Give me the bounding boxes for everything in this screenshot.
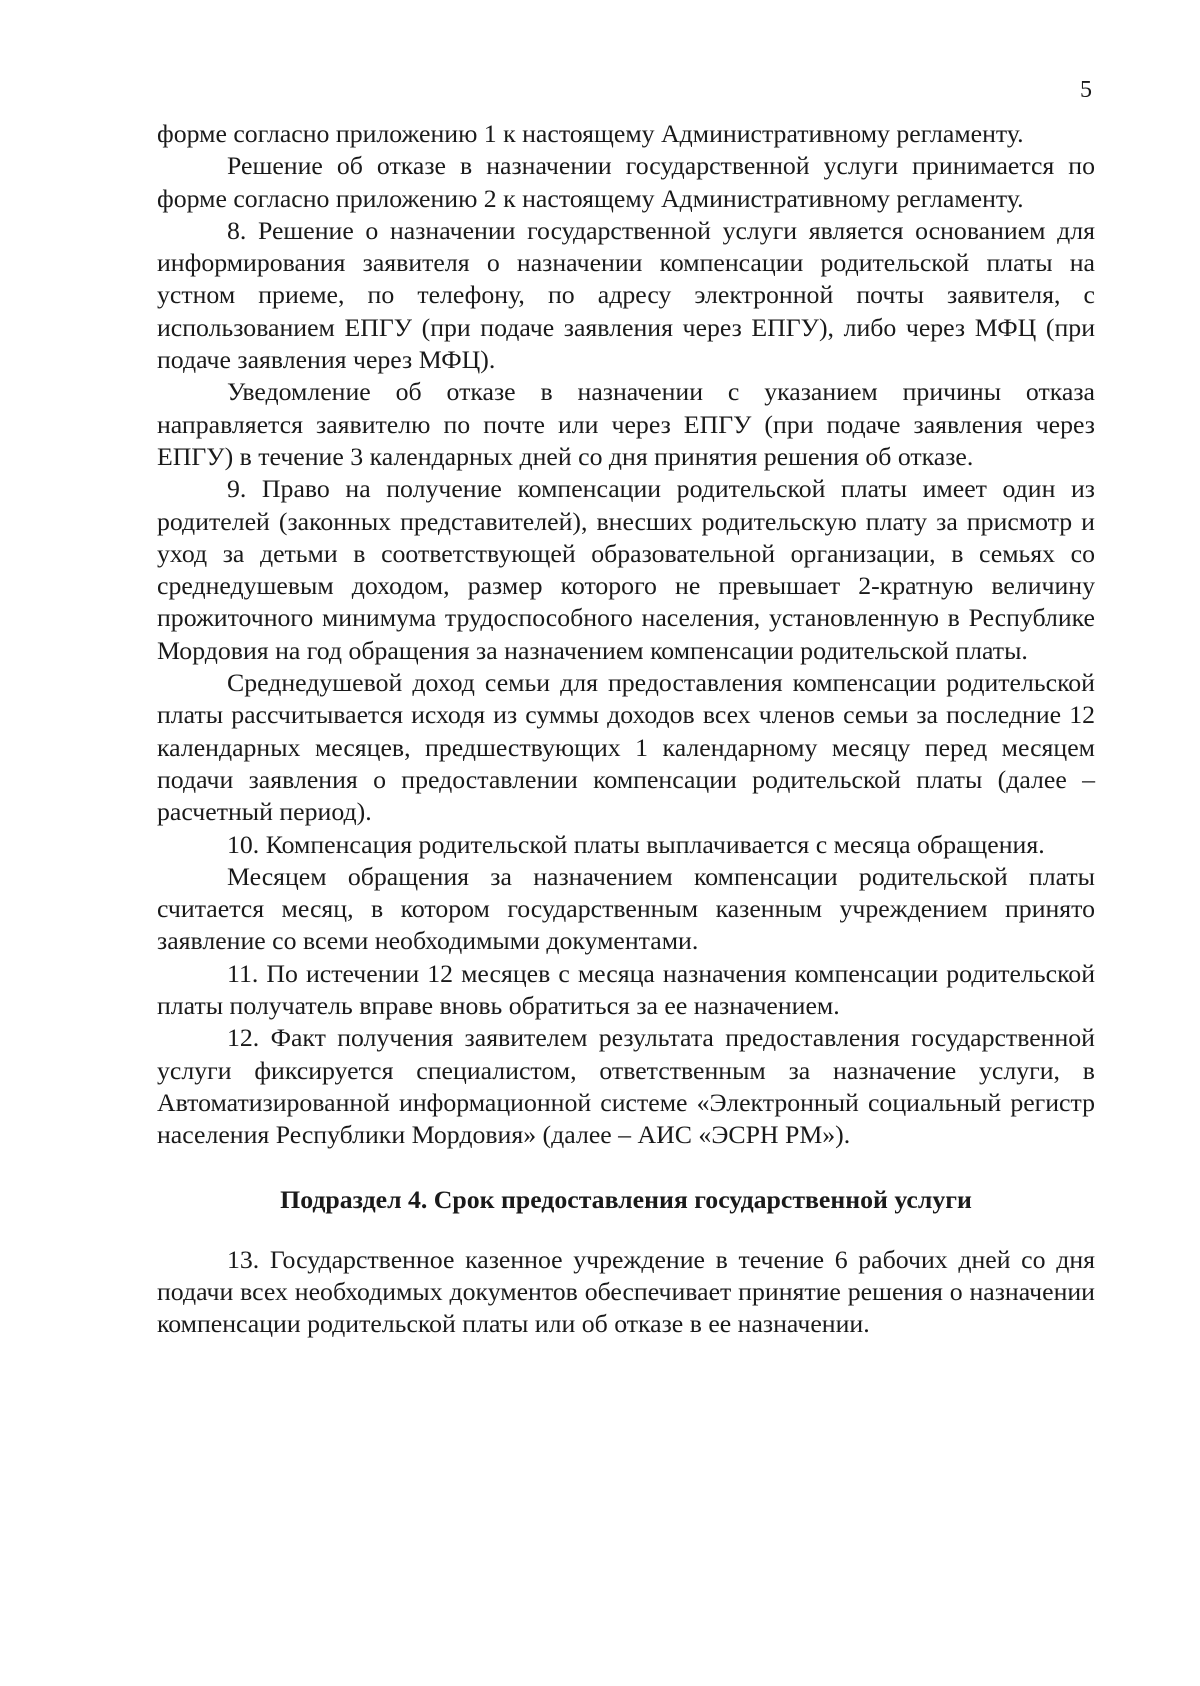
page-number: 5 bbox=[1080, 77, 1092, 103]
paragraph-refusal-decision-form: Решение об отказе в назначении государственной услуги принимается по форме согласно приложению 2 к настоящему Административному регламенту. bbox=[157, 151, 1095, 213]
paragraph-continuation: форме согласно приложению 1 к настоящему Административному регламенту. bbox=[157, 119, 1024, 148]
paragraph-item-13: 13. Государственное казенное учреждение в течение 6 рабочих дней со дня подачи всех необходимых документов обеспечивает принятие решения о назначении компенсации родительской платы или об отказе в ее назначении. bbox=[157, 1244, 1095, 1339]
paragraph-item-9: 9. Право на получение компенсации родительской платы имеет один из родителей (законных представителей), внесших родительскую плату за присмотр и уход за детьми в соответствующей образовательной организации, в семьях со среднедушевым доходом, размер которого не превышает 2-кратную величину прожиточного минимума трудоспособного населения, установленную в Республике Мордовия на год обращения за назначением компенсации родительской платы. bbox=[157, 474, 1095, 665]
paragraph-average-income: Среднедушевой доход семьи для предоставления компенсации родительской платы рассчитывается исходя из суммы доходов всех членов семьи за последние 12 календарных месяцев, предшествующих 1 календарному месяцу перед месяцем подачи заявления о предоставлении компенсации родительской платы (далее – расчетный период). bbox=[157, 668, 1095, 827]
paragraph-item-11: 11. По истечении 12 месяцев с месяца назначения компенсации родительской платы получатель вправе вновь обратиться за ее назначением. bbox=[157, 958, 1095, 1021]
paragraph-refusal-notification: Уведомление об отказе в назначении с указанием причины отказа направляется заявителю по почте или через ЕПГУ (при подаче заявления через ЕПГУ) в течение 3 календарных дней со дня принятия решения об отказе. bbox=[157, 377, 1095, 471]
section-heading: Подраздел 4. Срок предоставления государственной услуги bbox=[280, 1184, 972, 1214]
paragraph-month-of-application: Месяцем обращения за назначением компенсации родительской платы считается месяц, в котором государственным казенным учреждением принято заявление со всеми необходимыми документами. bbox=[157, 861, 1095, 956]
paragraph-item-12: 12. Факт получения заявителем результата предоставления государственной услуги фиксируется специалистом, ответственным за назначение услуги, в Автоматизированной информационной системе «Электронный социальный регистр населения Республики Мордовия» (далее – АИС «ЭСРН РМ»). bbox=[157, 1023, 1095, 1150]
paragraph-item-8: 8. Решение о назначении государственной услуги является основанием для информирования заявителя о назначении компенсации родительской платы на устном приеме, по телефону, по адресу электронной почты заявителя, с использованием ЕПГУ (при подаче заявления через ЕПГУ), либо через МФЦ (при подаче заявления через МФЦ). bbox=[157, 215, 1095, 375]
paragraph-item-10: 10. Компенсация родительской платы выплачивается с месяца обращения. bbox=[227, 829, 1045, 859]
document-body bbox=[157, 118, 1095, 1340]
